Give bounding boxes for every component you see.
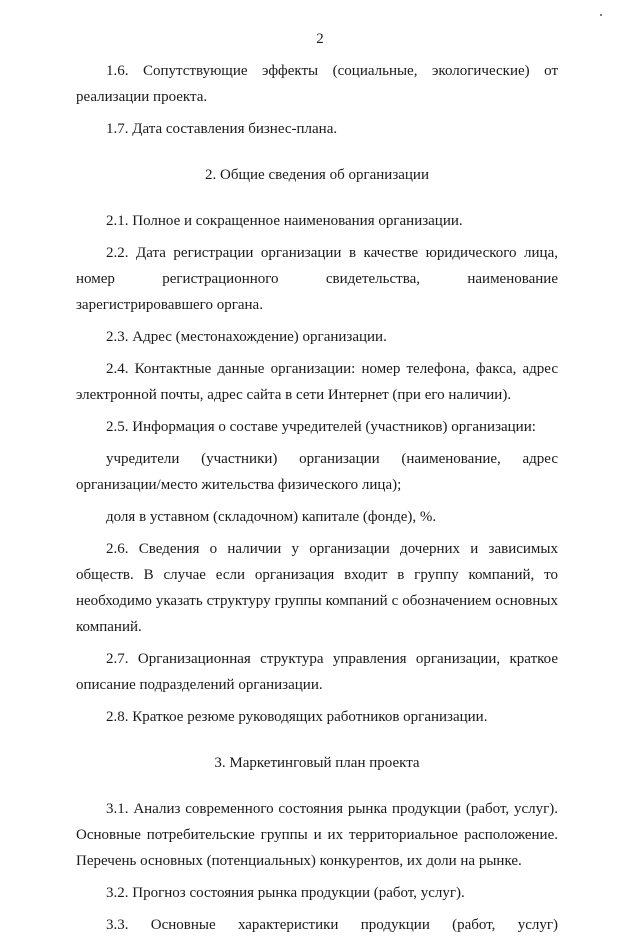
paragraph: 3.3. Основные характеристики продукции (работ, услуг) (106, 917, 558, 933)
page-number: 2 (316, 31, 324, 47)
paragraph: 2.5. Информация о составе учредителей (участников) организации: (106, 419, 536, 435)
paragraph: 2.7. Организационная структура управления организации, краткое описание подразделений организации. (76, 651, 558, 693)
paragraph: 2.3. Адрес (местонахождение) организации. (106, 329, 387, 345)
section-heading: 2. Общие сведения об организации (205, 167, 429, 183)
section-heading: 3. Маркетинговый план проекта (214, 755, 420, 771)
paragraph: 2.4. Контактные данные организации: номер телефона, факса, адрес электронной почты, адрес сайта в сети Интернет (при его наличии). (76, 361, 558, 403)
paragraph: 1.6. Сопутствующие эффекты (социальные, экологические) от реализации проекта. (76, 63, 558, 105)
paragraph: 2.1. Полное и сокращенное наименования организации. (106, 213, 463, 229)
paragraph: 3.2. Прогноз состояния рынка продукции (работ, услуг). (106, 885, 465, 901)
paragraph: 3.1. Анализ современного состояния рынка продукции (работ, услуг). Основные потребительские группы и их территориальное расположение. Перечень основных (потенциальных) конкурентов, их доли на рынке. (76, 801, 558, 869)
document-body (76, 58, 558, 944)
scan-speck (600, 14, 602, 16)
paragraph: учредители (участники) организации (наименование, адрес организации/место жительства физического лица); (76, 451, 558, 493)
paragraph: 1.7. Дата составления бизнес-плана. (106, 121, 338, 137)
paragraph: 2.8. Краткое резюме руководящих работников организации. (106, 709, 488, 725)
paragraph: 2.2. Дата регистрации организации в качестве юридического лица, номер регистрационного свидетельства, наименование зарегистрировавшего органа. (76, 245, 558, 313)
paragraph: 2.6. Сведения о наличии у организации дочерних и зависимых обществ. В случае если организация входит в группу компаний, то необходимо указать структуру группы компаний с обозначением основных компаний. (76, 541, 558, 635)
paragraph: доля в уставном (складочном) капитале (фонде), %. (106, 509, 437, 525)
